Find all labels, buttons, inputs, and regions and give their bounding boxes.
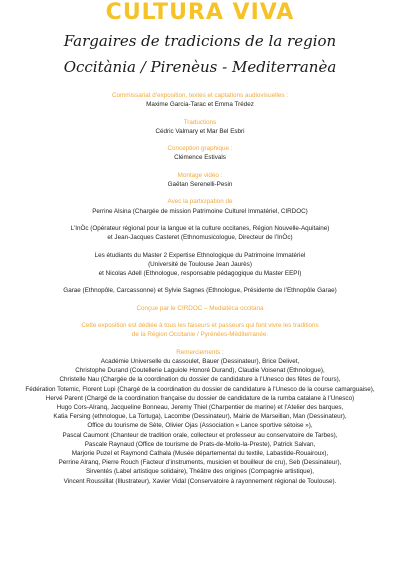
subtitle-line-2: Occitània / Pirenèus - Mediterranèa [63,58,337,76]
participant-line: L’InÒc (Opérateur régional pour la langue et la culture occitanes, Région Nouvelle-Aquitaine) [70,224,330,232]
thanks-line: Perrine Alranq, Pierre Rouch (Facteur d’instruments, musicien et bouilleur de cru), Seb (Dessinateur), [58,459,342,467]
conceived-by-text: Conçue par le CIRDOC – Mediatèca occitana [136,304,264,312]
credit-label: Traductions [183,118,217,126]
thanks-line: Hugo Cors-Alranq, Jacqueline Bonneau, Jeremy Thiel (Charpentier de marine) et l’Atelier des barques, [56,403,344,411]
participant-line: Garae (Ethnopôle, Carcassonne) et Sylvie Sagnes (Ethnologue, Présidente de l’Ethnopôle Garae) [63,287,337,295]
credit-value: Cédric Valmary et Mar Bel Esbri [155,127,245,135]
participant-line: et Nicolas Adell (Ethnologue, responsable pédagogique du Master EEPI) [98,269,302,277]
credits-block [0,91,400,486]
credit-section-translations [0,118,400,136]
credit-label: Conception graphique : [167,145,233,153]
participant-garae [0,286,400,295]
thanks-line: Académie Universelle du cassoulet, Bauer (Dessinateur), Brice Delivet, [100,357,300,365]
credit-value: Maxime Garcia-Tarac et Emma Trédez [146,101,254,109]
subtitle-line-1: Fargaires de tradicions de la region [63,32,337,50]
thanks-line: Marjorie Puzel et Raymond Cathala (Musée départemental du textile, Labastide-Rouairoux), [71,449,329,457]
conceived-by [0,304,400,313]
thanks-line: Christelle Nau (Chargée de la coordination du dossier de candidature à l’Unesco des fêtes de l’ours), [59,376,341,384]
dedication [0,321,400,339]
thanks-label: Remerciements : [176,348,224,356]
thanks-line: Christophe Durand (Coutellerie Laguiole Honoré Durand), Claudie Voisenat (Ethnologue), [75,367,325,375]
credit-value: Perrine Alsina (Chargée de mission Patrimoine Culturel Immatériel, CIRDOC) [92,207,308,215]
thanks-line: Sirventés (Label artistique solidaire), Théâtre des origines (Compagnie artistique), [85,468,315,476]
dedication-line: de la Région Occitanie / Pyrénées-Méditerranée. [131,331,269,339]
thanks-line: Pascale Raynaud (Office de tourisme de Prats-de-Mollo-la-Preste), Patrick Salvan, [84,440,316,448]
participant-line: (Université de Toulouse Jean Jaurès) [148,260,252,268]
credit-label: Commissariat d’exposition, textes et captations audiovisuelles : [111,92,289,99]
thanks-line: Vincent Roussillat (Illustrateur), Xavier Vidal (Conservatoire à rayonnement régional de Toulouse). [63,477,337,485]
credit-section-commissariat [0,91,400,109]
thanks-line: Hervé Parent (Chargé de la coordination française du dossier de candidature de la rumba catalane à l’Unesco) [45,394,355,402]
credit-section-participation [0,197,400,215]
credit-label: Avec la participation de [167,198,233,206]
credit-value: Gaëtan Serenelli-Pesin [167,180,233,188]
thanks-line: Fédération Totemic, Florent Lupi (Chargé de la coordination du dossier de candidature à l’Unesco de la course camarguaise), [25,385,375,393]
thanks-line: Katia Fersing (ethnologue, La Tortuga), Lacombe (Dessinateur), Mairie de Marseillan, Man (Dessinateur), [53,413,347,421]
credit-section-design [0,144,400,162]
credit-section-video [0,171,400,189]
participant-line: Les étudiants du Master 2 Expertise Ethnologique du Patrimoine Immatériel [94,251,306,259]
participant-master [0,251,400,279]
participant-inoc [0,224,400,242]
credit-value: Clémence Estivals [174,154,226,162]
thanks-section [0,348,400,486]
thanks-line: Office du tourisme de Sète, Olivier Ojas (Association « Lance sportive sétoise »), [87,422,313,430]
credit-label: Montage vidéo : [177,171,223,179]
participant-line: et Jean-Jacques Casteret (Ethnomusicologue, Directeur de l’InÒc) [107,234,293,242]
thanks-line: Pascal Caumont (Chanteur de tradition orale, collecteur et professeur au conservatoire de Tarbes), [62,431,338,439]
dedication-line: Cette exposition est dédiée à tous les faiseurs et passeurs qui font vivre les traditions [81,322,319,330]
page-title: CULTURA VIVA [105,0,295,25]
